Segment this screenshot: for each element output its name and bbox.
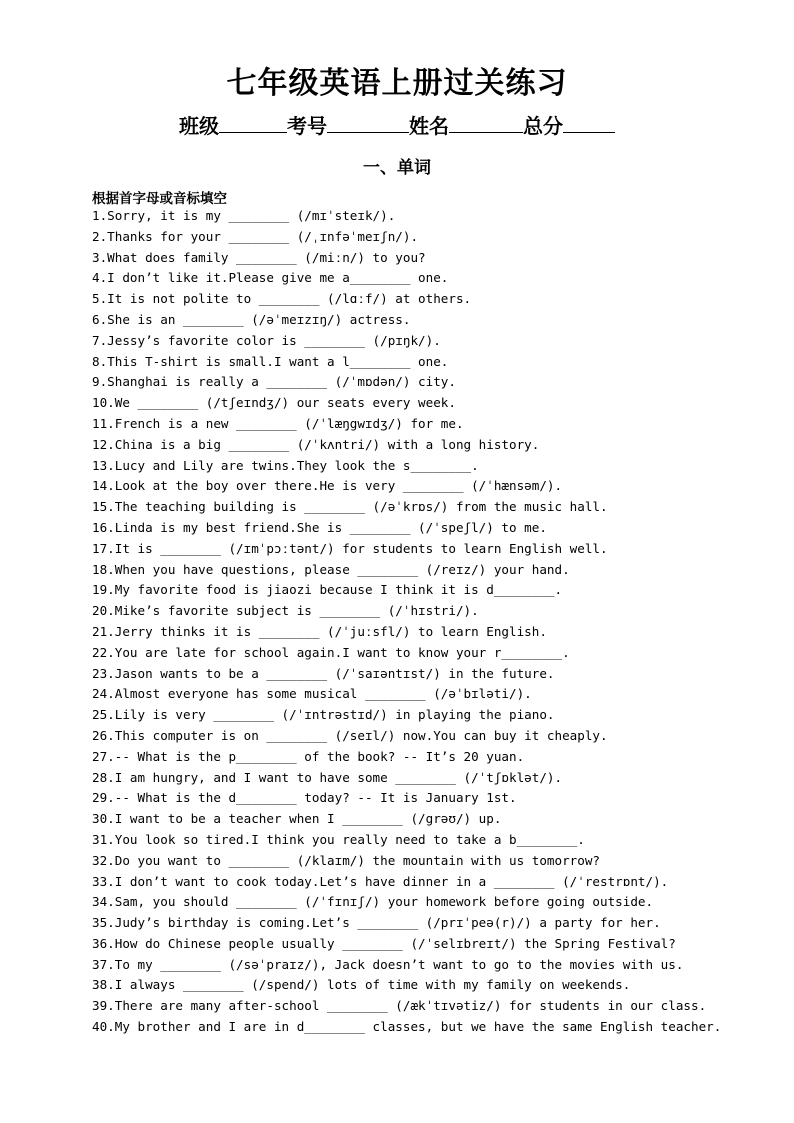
question-item: 11.French is a new ________ (/ˈlæŋgwɪdʒ/) for me.	[92, 415, 464, 431]
question-item: 20.Mike’s favorite subject is ________ (/ˈhɪstri/).	[92, 603, 479, 619]
question-item: 30.I want to be a teacher when I ________ (/grəʊ/) up.	[92, 811, 502, 827]
page-title: 七年级英语上册过关练习	[226, 66, 568, 101]
question-item: 23.Jason wants to be a ________ (/ˈsaɪəntɪst/) in the future.	[92, 665, 555, 681]
exam-no-blank[interactable]	[327, 114, 409, 133]
question-item: 37.To my ________ (/səˈpraɪz/), Jack doesn’t want to go to the movies with us.	[92, 956, 684, 972]
question-item: 4.I don’t like it.Please give me a________ one.	[92, 270, 449, 286]
question-item: 15.The teaching building is ________ (/əˈkrɒs/) from the music hall.	[92, 499, 608, 515]
name-label: 姓名	[409, 114, 449, 138]
question-item: 25.Lily is very ________ (/ˈɪntrəstɪd/) in playing the piano.	[92, 707, 555, 723]
question-item: 24.Almost everyone has some musical ________ (/əˈbɪləti/).	[92, 686, 532, 702]
question-item: 19.My favorite food is jiaozi because I think it is d________.	[92, 582, 563, 598]
section-title: 一、单词	[363, 158, 431, 178]
question-item: 33.I don’t want to cook today.Let’s have dinner in a ________ (/ˈrestrɒnt/).	[92, 873, 669, 889]
question-item: 38.I always ________ (/spend/) lots of time with my family on weekends.	[92, 977, 631, 993]
question-item: 18.When you have questions, please ________ (/reɪz/) your hand.	[92, 561, 570, 577]
question-item: 26.This computer is on ________ (/seɪl/) now.You can buy it cheaply.	[92, 727, 608, 743]
question-item: 35.Judy’s birthday is coming.Let’s ________ (/prɪˈpeə(r)/) a party for her.	[92, 915, 661, 931]
question-item: 6.She is an ________ (/əˈmeɪzɪŋ/) actress.	[92, 311, 411, 327]
instruction: 根据首字母或音标填空	[92, 191, 227, 207]
question-item: 40.My brother and I are in d________ classes, but we have the same English teacher.	[92, 1019, 722, 1035]
question-item: 7.Jessy’s favorite color is ________ (/pɪŋk/).	[92, 332, 441, 348]
question-item: 22.You are late for school again.I want to know your r________.	[92, 644, 570, 660]
exam-no-label: 考号	[287, 114, 327, 138]
question-item: 5.It is not polite to ________ (/lɑːf/) at others.	[92, 291, 472, 307]
question-item: 28.I am hungry, and I want to have some ________ (/ˈtʃɒklət/).	[92, 769, 563, 785]
question-list	[92, 206, 742, 1038]
question-item: 2.Thanks for your ________ (/ˌɪnfəˈmeɪʃn/).	[92, 228, 419, 244]
question-item: 32.Do you want to ________ (/klaɪm/) the mountain with us tomorrow?	[92, 852, 600, 868]
question-item: 31.You look so tired.I think you really need to take a b________.	[92, 831, 585, 847]
question-item: 29.-- What is the d________ today? -- It is January 1st.	[92, 790, 517, 806]
question-item: 9.Shanghai is really a ________ (/ˈmɒdən/) city.	[92, 374, 456, 390]
question-item: 13.Lucy and Lily are twins.They look the s________.	[92, 457, 479, 473]
class-label: 班级	[179, 114, 219, 138]
question-item: 3.What does family ________ (/miːn/) to you?	[92, 249, 426, 265]
question-item: 17.It is ________ (/ɪmˈpɔːtənt/) for students to learn English well.	[92, 540, 608, 556]
score-blank[interactable]	[563, 114, 615, 133]
question-item: 12.China is a big ________ (/ˈkʌntri/) with a long history.	[92, 436, 540, 452]
question-item: 27.-- What is the p________ of the book? -- It’s 20 yuan.	[92, 748, 525, 764]
question-item: 36.How do Chinese people usually ________ (/ˈselɪbreɪt/) the Spring Festival?	[92, 935, 676, 951]
question-item: 39.There are many after-school ________ (/ækˈtɪvətiz/) for students in our class.	[92, 998, 707, 1014]
class-blank[interactable]	[219, 114, 287, 133]
name-blank[interactable]	[449, 114, 523, 133]
question-item: 14.Look at the boy over there.He is very ________ (/ˈhænsəm/).	[92, 478, 563, 494]
question-item: 34.Sam, you should ________ (/ˈfɪnɪʃ/) your homework before going outside.	[92, 894, 654, 910]
question-item: 1.Sorry, it is my ________ (/mɪˈsteɪk/).	[92, 208, 396, 223]
question-item: 8.This T-shirt is small.I want a l________ one.	[92, 353, 449, 369]
score-label: 总分	[523, 114, 563, 138]
question-item: 10.We ________ (/tʃeɪndʒ/) our seats every week.	[92, 395, 456, 411]
student-info-line	[0, 110, 794, 139]
question-item: 16.Linda is my best friend.She is ________ (/ˈspeʃl/) to me.	[92, 519, 547, 535]
question-item: 21.Jerry thinks it is ________ (/ˈjuːsfl/) to learn English.	[92, 623, 547, 639]
